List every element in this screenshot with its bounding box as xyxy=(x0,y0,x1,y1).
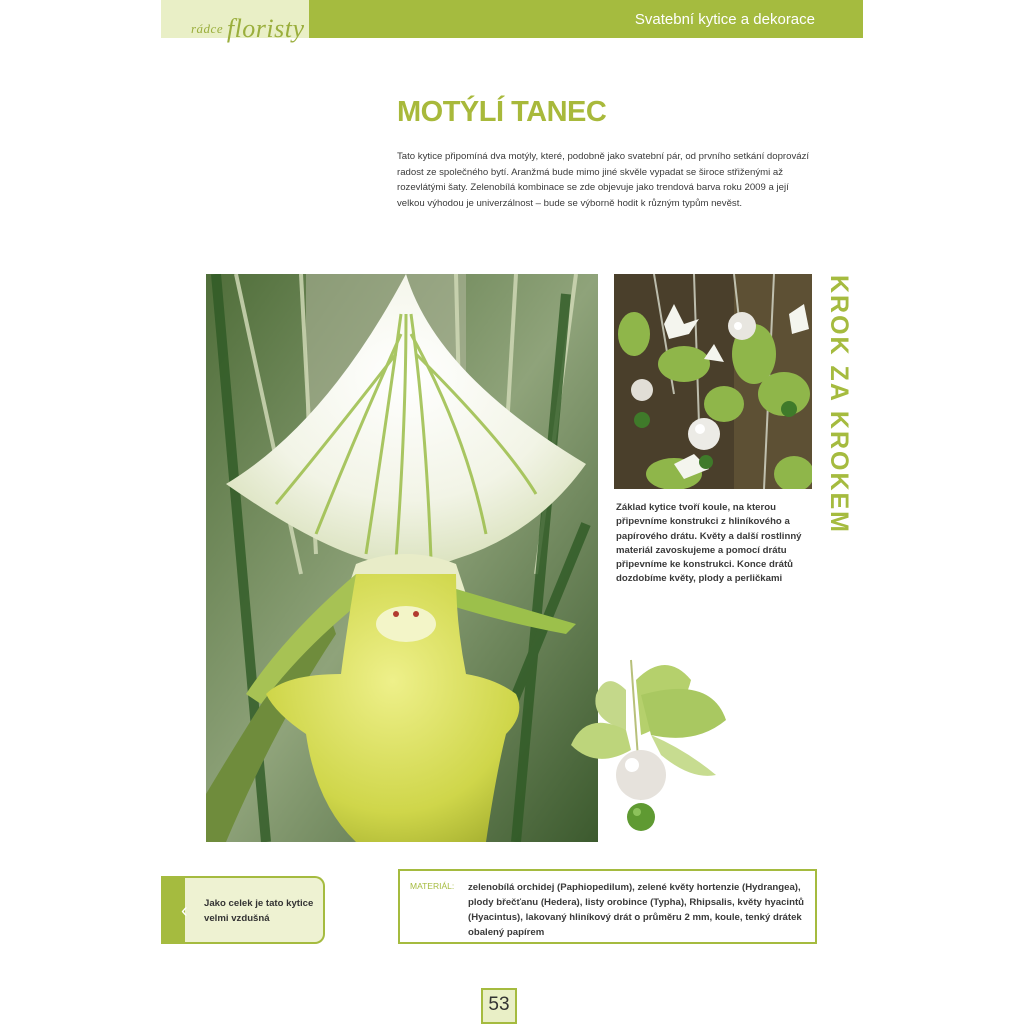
hydrangea-pearl-image xyxy=(566,650,736,840)
material-text: zelenobílá orchidej (Paphiopedilum), zelené květy hortenzie (Hydrangea), plody břečťanu (Hedera), listy orobince (Typha), Rhipsalis, květy hyacintů (Hyacintus), lakovaný hliníkový drát o průměru 2 mm, koule, tenký drátek obalený papírem xyxy=(468,882,805,938)
section-title: Svatební kytice a dekorace xyxy=(634,11,815,28)
page-number-box xyxy=(481,988,517,1024)
chevron-left-icon: ‹ xyxy=(181,900,188,922)
brand-large-text: floristy xyxy=(226,14,305,43)
step-by-step-heading: KROK ZA KROKEM xyxy=(825,275,853,535)
orchid-photo xyxy=(206,274,598,842)
article-title: MOTÝLÍ TANEC xyxy=(397,96,607,128)
callout-box xyxy=(161,876,325,944)
step-photo xyxy=(614,274,812,489)
callout-text: Jako celek je tato kytice velmi vzdušná xyxy=(204,898,314,924)
brand-logo xyxy=(191,10,305,43)
step-description: Základ kytice tvoří koule, na kterou připevníme konstrukci z hliníkového a papírového drátu. Květy a další rostlinný materiál zavoskujeme a pomocí drátu připevníme ke konstrukci. Konce drátů dozdobíme květy, plody a perličkami xyxy=(616,502,802,585)
header-brand-area xyxy=(161,0,309,43)
page-number: 53 xyxy=(488,994,510,1015)
header-section-bar xyxy=(309,0,863,38)
material-box xyxy=(398,869,817,944)
magazine-page xyxy=(161,0,863,1024)
article-intro: Tato kytice připomíná dva motýly, které, podobně jako svatební pár, od prvního setkání doprovází radost ze společného bytí. Aranžmá bude mimo jiné skvěle vypadat se široce střiženými až rozevlátými šaty. Zelenobílá kombinace se zde objevuje jako trendová barva roku 2009 a její velkou výhodou je univerzálnost – bude se výborně hodit k různým typům nevěst. xyxy=(397,151,810,209)
brand-small-text: rádce xyxy=(191,21,224,36)
material-label: MATERIÁL: xyxy=(410,881,455,891)
